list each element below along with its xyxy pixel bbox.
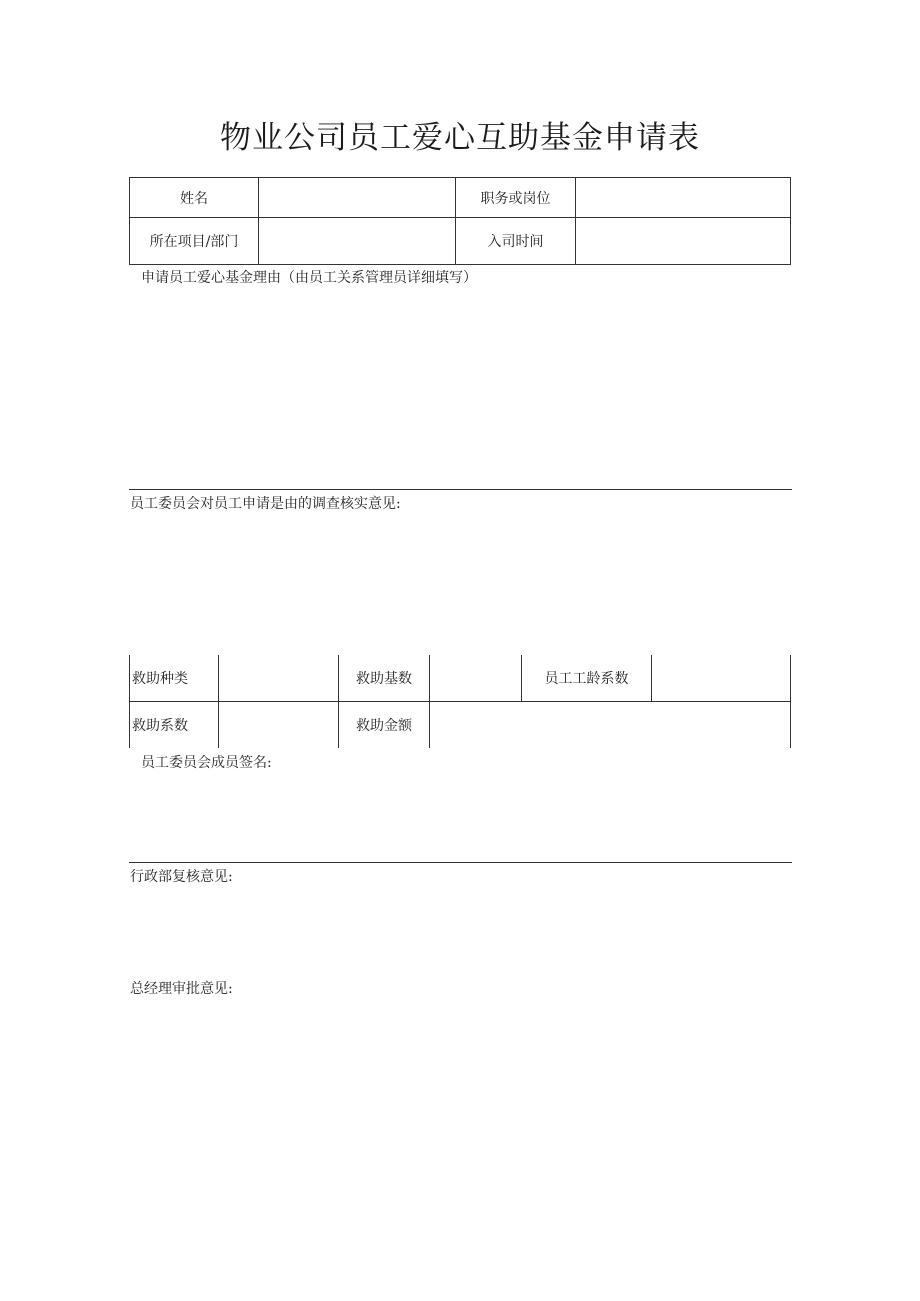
committee-opinion-label: 员工委员会对员工申请是由的调查核实意见: bbox=[130, 496, 401, 512]
section-divider bbox=[129, 862, 792, 863]
seniority-coefficient-label: 员工工龄系数 bbox=[522, 655, 652, 702]
aid-amount-label: 救助金额 bbox=[339, 702, 430, 749]
table-row bbox=[130, 702, 791, 749]
table-row bbox=[130, 218, 791, 265]
aid-coefficient-label: 救助系数 bbox=[130, 702, 219, 749]
employee-info-table bbox=[129, 177, 791, 265]
join-date-label: 入司时间 bbox=[456, 218, 576, 265]
admin-review-field[interactable] bbox=[129, 889, 791, 974]
aid-type-label: 救助种类 bbox=[130, 655, 219, 702]
table-row bbox=[130, 655, 791, 702]
department-label: 所在项目/部门 bbox=[130, 218, 259, 265]
aid-base-field[interactable] bbox=[430, 655, 522, 702]
join-date-field[interactable] bbox=[576, 218, 791, 265]
reason-label: 申请员工爱心基金理由（由员工关系管理员详细填写） bbox=[141, 270, 477, 286]
aid-amount-field[interactable] bbox=[430, 702, 791, 749]
seniority-coefficient-field[interactable] bbox=[652, 655, 791, 702]
table-row bbox=[130, 178, 791, 218]
committee-signature-label: 员工委员会成员签名: bbox=[141, 755, 272, 771]
form-title: 物业公司员工爱心互助基金申请表 bbox=[220, 120, 700, 156]
reason-field[interactable] bbox=[129, 290, 791, 486]
gm-approval-label: 总经理审批意见: bbox=[130, 981, 233, 997]
aid-table bbox=[129, 655, 791, 748]
position-field[interactable] bbox=[576, 178, 791, 218]
aid-type-field[interactable] bbox=[219, 655, 339, 702]
committee-signature-field[interactable] bbox=[129, 775, 791, 859]
name-field[interactable] bbox=[259, 178, 456, 218]
aid-coefficient-field[interactable] bbox=[219, 702, 339, 749]
section-divider bbox=[129, 489, 792, 490]
committee-opinion-field[interactable] bbox=[129, 516, 791, 650]
aid-base-label: 救助基数 bbox=[339, 655, 430, 702]
position-label: 职务或岗位 bbox=[456, 178, 576, 218]
admin-review-label: 行政部复核意见: bbox=[130, 869, 233, 885]
gm-approval-field[interactable] bbox=[129, 1001, 791, 1151]
name-label: 姓名 bbox=[130, 178, 259, 218]
department-field[interactable] bbox=[259, 218, 456, 265]
